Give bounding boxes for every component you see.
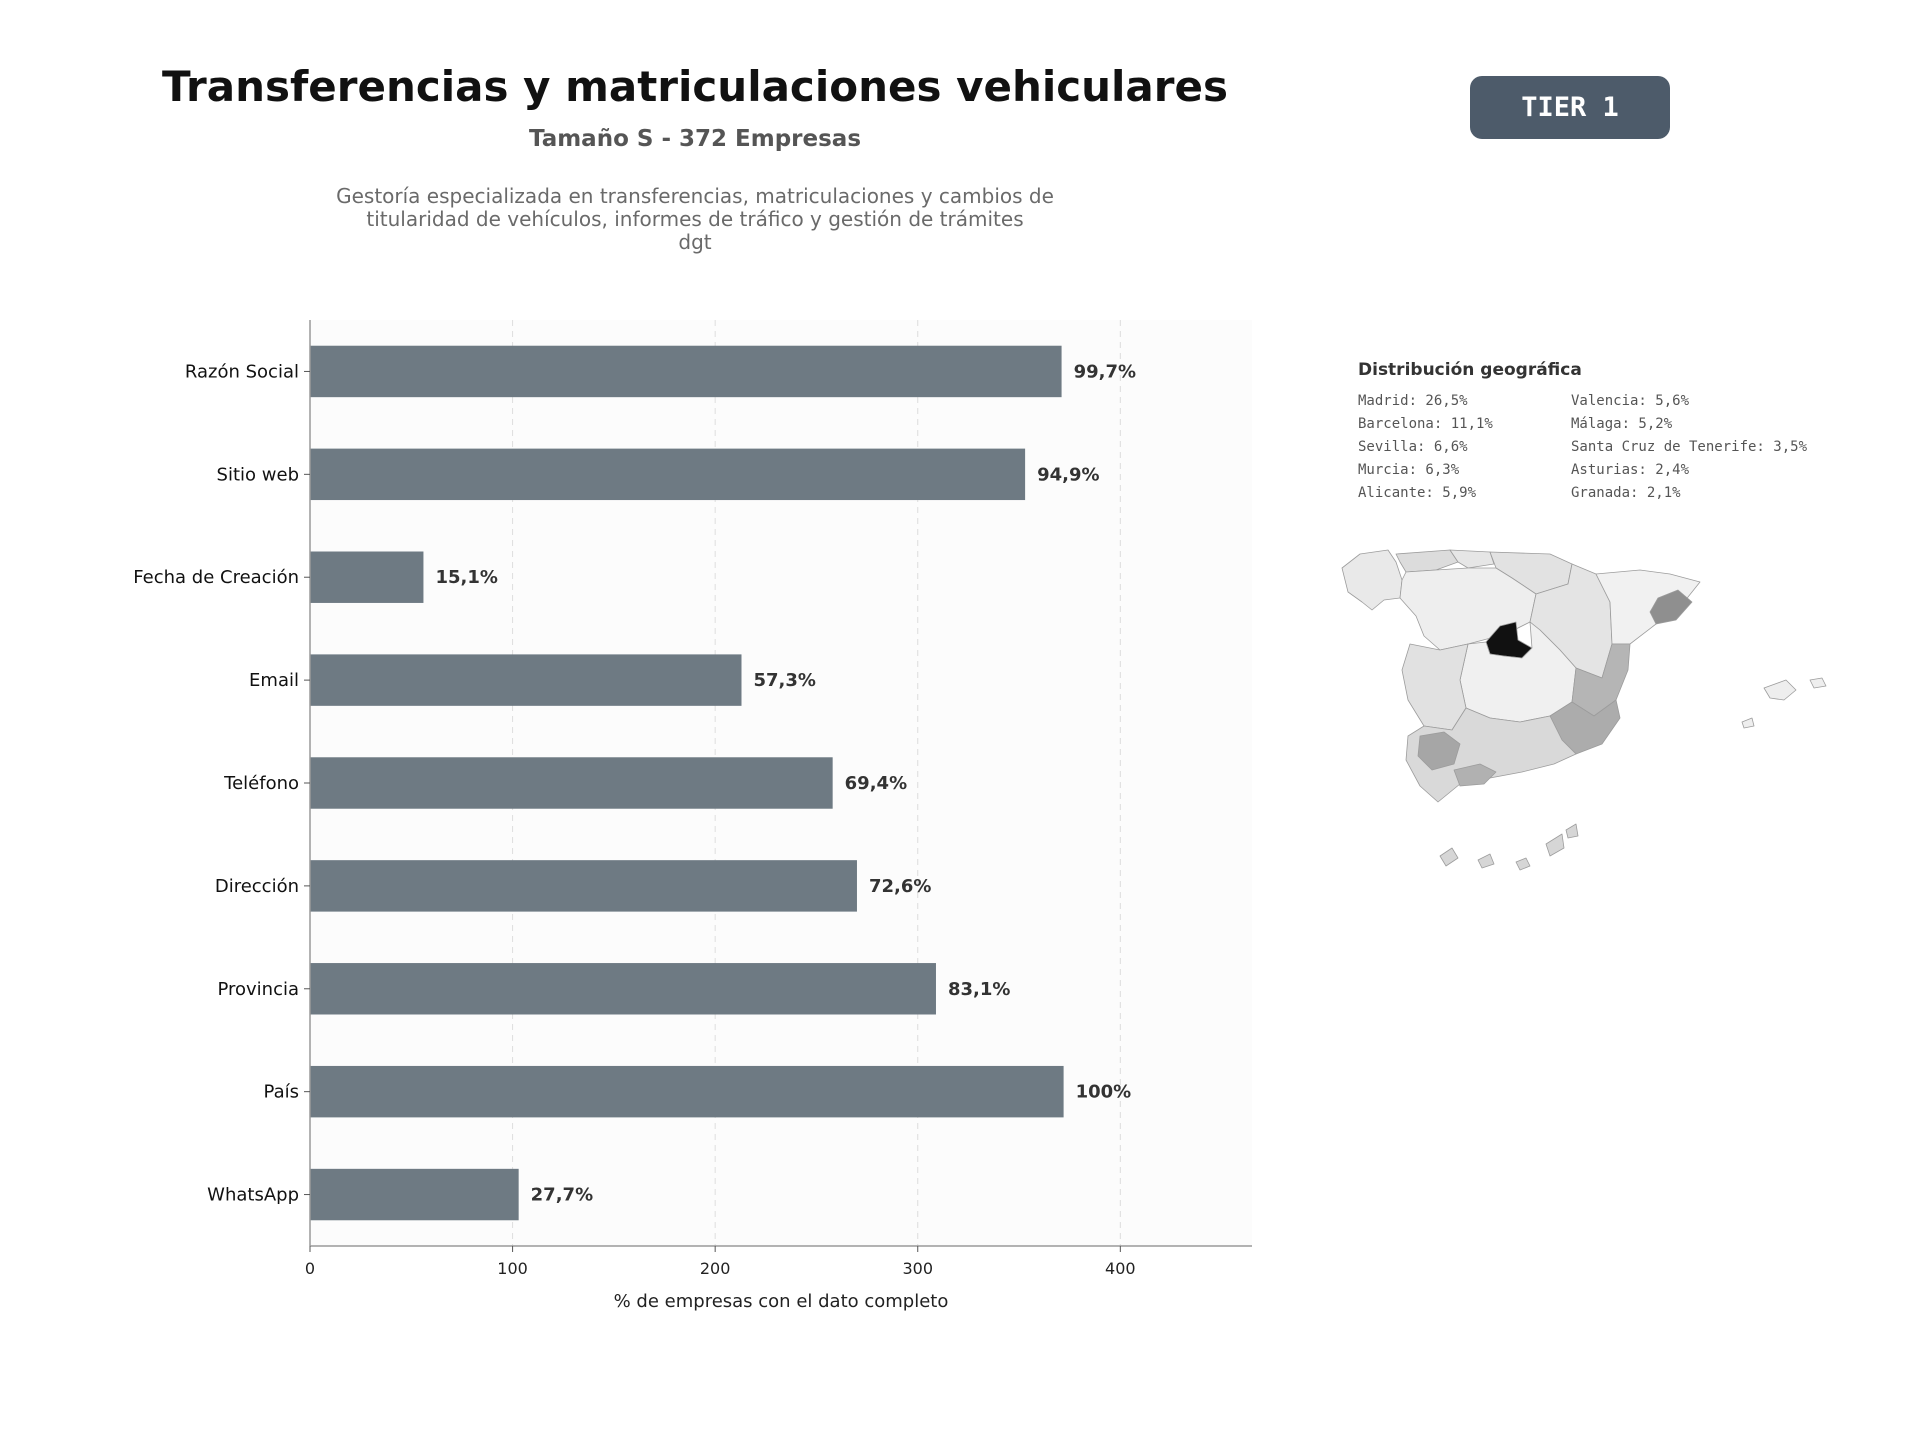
description-line: Gestoría especializada en transferencias, matriculaciones y cambios de bbox=[336, 184, 1054, 208]
bar bbox=[310, 654, 741, 705]
y-tick-label: País bbox=[263, 1081, 299, 1103]
geo-item: Sevilla: 6,6% bbox=[1358, 439, 1468, 455]
y-tick-label: WhatsApp bbox=[207, 1184, 299, 1206]
y-tick-label: Email bbox=[249, 670, 299, 692]
description-line: titularidad de vehículos, informes de tráfico y gestión de trámites bbox=[366, 207, 1024, 231]
geo-item: Granada: 2,1% bbox=[1571, 485, 1681, 501]
y-tick-label: Provincia bbox=[217, 978, 299, 1000]
bar bbox=[310, 552, 423, 603]
bar bbox=[310, 1066, 1064, 1117]
x-tick-label: 100 bbox=[497, 1259, 528, 1278]
map-region-canary bbox=[1440, 824, 1578, 870]
map-region-galicia bbox=[1342, 550, 1402, 610]
x-axis-label: % de empresas con el dato completo bbox=[613, 1291, 949, 1312]
map-region-cantabria bbox=[1450, 550, 1494, 568]
geo-item: Valencia: 5,6% bbox=[1571, 393, 1690, 409]
description-line: dgt bbox=[678, 230, 712, 254]
geo-item: Málaga: 5,2% bbox=[1571, 416, 1673, 432]
geo-item: Murcia: 6,3% bbox=[1358, 462, 1460, 478]
map-region-extremadura bbox=[1402, 644, 1468, 730]
y-tick-label: Dirección bbox=[214, 875, 299, 897]
map-region-asturias bbox=[1396, 550, 1458, 572]
x-tick-label: 200 bbox=[699, 1259, 731, 1278]
x-tick-label: 400 bbox=[1105, 1259, 1136, 1278]
bar-data-label: 83,1% bbox=[947, 978, 1011, 1000]
bar-data-label: 57,3% bbox=[753, 670, 816, 692]
y-tick-label: Fecha de Creación bbox=[133, 567, 299, 589]
bar-data-label: 15,1% bbox=[435, 567, 498, 589]
geo-item: Santa Cruz de Tenerife: 3,5% bbox=[1571, 439, 1808, 455]
bar bbox=[310, 757, 833, 808]
y-tick-label: Teléfono bbox=[224, 773, 299, 794]
geo-item: Barcelona: 11,1% bbox=[1358, 416, 1493, 432]
x-tick-label: 300 bbox=[902, 1259, 934, 1278]
bar-data-label: 72,6% bbox=[868, 875, 932, 897]
bar bbox=[310, 1169, 519, 1220]
bar-data-label: 99,7% bbox=[1073, 361, 1137, 383]
geo-distribution bbox=[1358, 360, 1858, 501]
geo-item: Asturias: 2,4% bbox=[1571, 462, 1690, 478]
bar-data-label: 94,9% bbox=[1037, 464, 1100, 486]
y-tick-label: Sitio web bbox=[216, 464, 299, 486]
bar bbox=[310, 963, 936, 1014]
bar-data-label: 100% bbox=[1075, 1081, 1132, 1103]
map-region-balearic bbox=[1742, 678, 1826, 728]
bar-data-label: 69,4% bbox=[844, 773, 908, 794]
bar bbox=[310, 449, 1025, 500]
geo-item: Alicante: 5,9% bbox=[1358, 485, 1477, 501]
bar-data-label: 27,7% bbox=[530, 1184, 594, 1206]
y-tick-label: Razón Social bbox=[184, 361, 299, 383]
geo-item: Madrid: 26,5% bbox=[1358, 393, 1468, 409]
x-tick-label: 0 bbox=[304, 1259, 316, 1278]
spain-choropleth-map bbox=[1340, 540, 1850, 900]
geo-title: Distribución geográfica bbox=[1358, 360, 1582, 380]
tier-badge: TIER 1 bbox=[1470, 76, 1670, 139]
geo-list bbox=[1358, 393, 1858, 501]
bar bbox=[310, 860, 857, 911]
bar bbox=[310, 346, 1062, 397]
page-subtitle: Tamaño S - 372 Empresas bbox=[528, 126, 862, 152]
page-title: Transferencias y matriculaciones vehiculares bbox=[162, 62, 1228, 111]
